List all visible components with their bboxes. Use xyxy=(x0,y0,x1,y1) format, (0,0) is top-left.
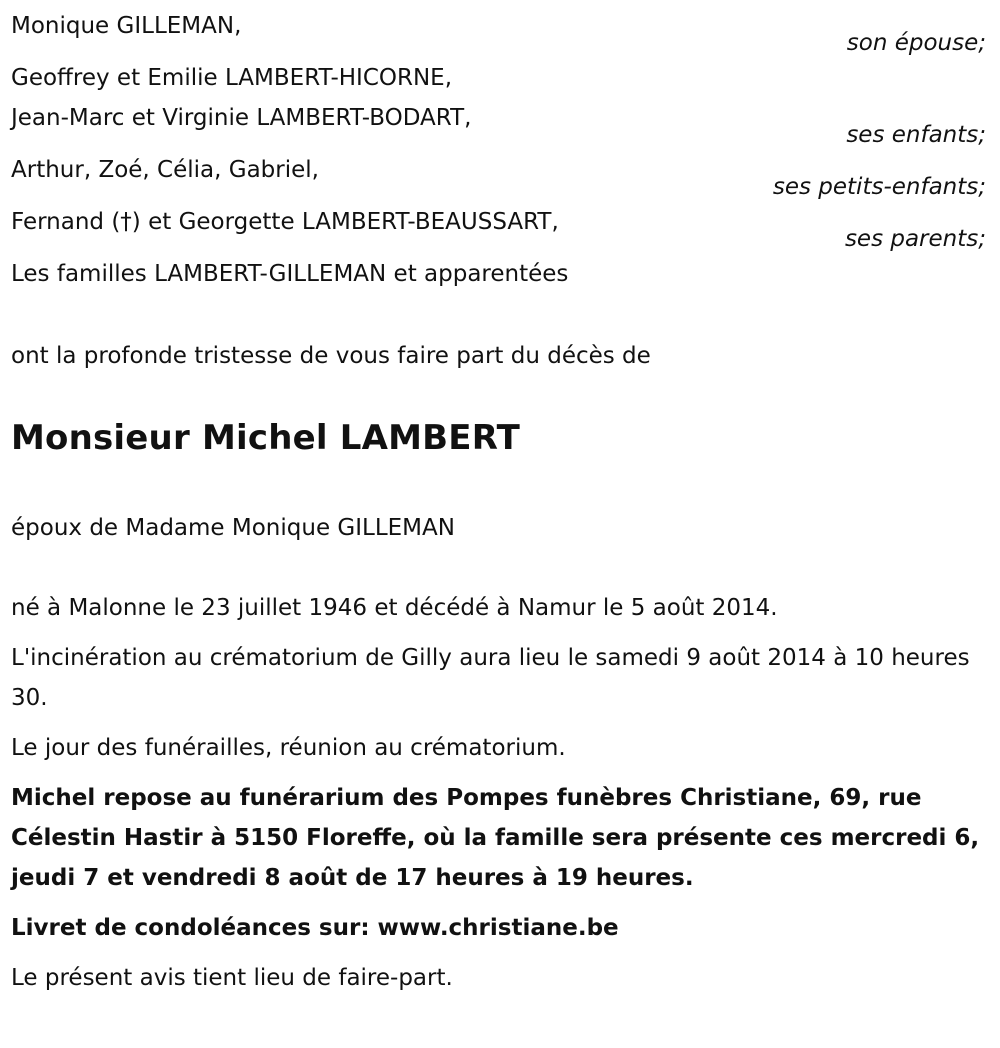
child-couple-1: Geoffrey et Emilie LAMBERT-HICORNE, xyxy=(11,65,453,91)
spouse-group xyxy=(11,6,988,54)
cremation-text: L'incinération au crématorium de Gilly aura lieu le samedi 9 août 2014 à 10 heures 30. xyxy=(11,645,970,711)
parents-role: ses parents; xyxy=(844,226,986,252)
children-group xyxy=(11,58,988,146)
families-group xyxy=(11,254,988,294)
spouse-name: Monique GILLEMAN, xyxy=(11,13,242,39)
grandchildren-group xyxy=(11,150,988,198)
spouse-of-text: époux de Madame Monique GILLEMAN xyxy=(11,515,455,541)
deceased-name: Monsieur Michel LAMBERT xyxy=(11,418,520,458)
families-line: Les familles LAMBERT-GILLEMAN et apparentées xyxy=(11,261,569,287)
child-couple-2: Jean-Marc et Virginie LAMBERT-BODART, xyxy=(11,105,472,131)
parents-names: Fernand (†) et Georgette LAMBERT-BEAUSSART, xyxy=(11,209,559,235)
funerarium-text: Michel repose au funérarium des Pompes funèbres Christiane, 69, rue Célestin Hastir à 5150 Floreffe, où la famille sera présente ces mercredi 6, jeudi 7 et vendredi 8 août de 17 heures à 19 heures. xyxy=(11,785,980,891)
spouse-role: son épouse; xyxy=(846,30,986,56)
parents-group xyxy=(11,202,988,250)
grandchildren-role: ses petits-enfants; xyxy=(772,174,986,200)
notice-text: Le présent avis tient lieu de faire-part. xyxy=(11,965,453,991)
announcement-text: ont la profonde tristesse de vous faire part du décès de xyxy=(11,343,651,369)
condolences-text: Livret de condoléances sur: www.christiane.be xyxy=(11,915,619,941)
reunion-text: Le jour des funérailles, réunion au crématorium. xyxy=(11,735,566,761)
birth-death-text: né à Malonne le 23 juillet 1946 et décédé à Namur le 5 août 2014. xyxy=(11,595,778,621)
grandchildren-names: Arthur, Zoé, Célia, Gabriel, xyxy=(11,157,319,183)
children-role: ses enfants; xyxy=(846,122,986,148)
